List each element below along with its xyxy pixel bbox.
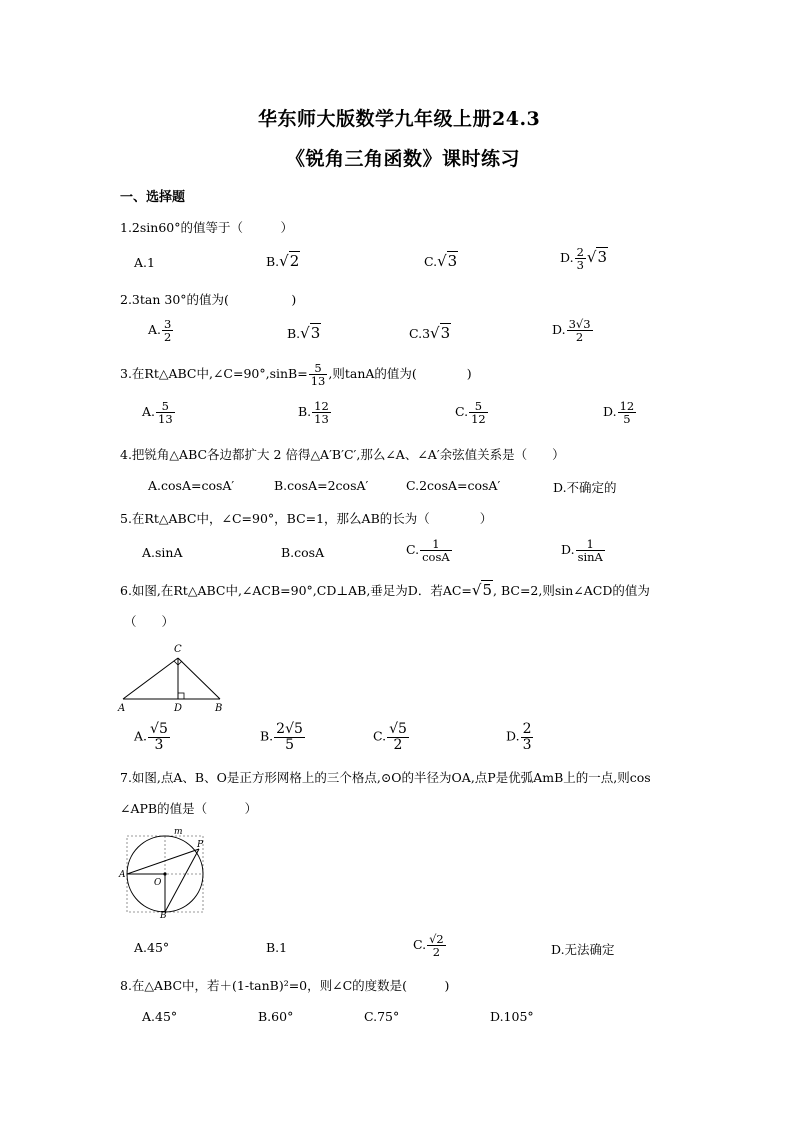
q6-option-b: B. $\frac{2√5}{5}$ bbox=[260, 721, 303, 753]
label-p: P bbox=[197, 840, 204, 850]
q2-option-b: B.√3 bbox=[287, 324, 321, 342]
q5-option-c: C. $\frac{1}{\cos A}$ bbox=[406, 537, 450, 565]
side-ac bbox=[123, 658, 178, 699]
q3-option-b: B. $\frac{12}{13}$ bbox=[298, 399, 329, 427]
right-angle-mark-d bbox=[178, 693, 184, 699]
title-line-1: 华东师大版数学九年级上册24.3 bbox=[258, 108, 541, 130]
question-6-answer-paren: （ ） bbox=[124, 614, 175, 629]
q2-option-d: D. $\frac{3√3}{2}$ bbox=[552, 317, 591, 345]
question-6-stem: 6.如图,在Rt△ABC中,∠ACB=90°,CD⊥AB,垂足为D．若AC=√5, BC=2,则sin∠ACD的值为 bbox=[120, 581, 650, 599]
title-line-2: 《锐角三角函数》课时练习 bbox=[286, 148, 521, 170]
label-c: C bbox=[174, 644, 182, 655]
question-1-stem: 1.2sin60°的值等于（ ） bbox=[120, 220, 293, 235]
q3-option-a: A. $\frac{5}{13}$ bbox=[142, 399, 173, 427]
segment-bp bbox=[165, 849, 199, 912]
question-3-stem: 3.在Rt△ABC中,∠C=90°,sinB= $\frac{5}{13}$ ,则tanA的值为( ) bbox=[120, 361, 472, 389]
question-4-stem: 4.把锐角△ABC各边都扩大 2 倍得△A′B′C′,那么∠A、∠A′余弦值关系是（ ） bbox=[120, 447, 565, 462]
q1-option-d: D. $\frac{2}{3}$ √3 bbox=[560, 245, 607, 273]
q1-option-c: C.√3 bbox=[424, 252, 458, 270]
label-a: A bbox=[118, 703, 126, 714]
q5-option-a: A.sinA bbox=[142, 545, 183, 560]
q5-option-d: D. $\frac{1}{\sin A}$ bbox=[561, 537, 603, 565]
q8-option-c: C.75° bbox=[364, 1009, 400, 1024]
q6-option-d: D. $\frac{2}{3}$ bbox=[506, 721, 532, 753]
q7-option-d: D.无法确定 bbox=[551, 942, 615, 957]
q4-option-c: C.2cosA=cosA′ bbox=[406, 478, 501, 493]
q7-option-a: A.45° bbox=[134, 940, 170, 955]
q6-option-a: A. $\frac{√5}{3}$ bbox=[134, 721, 168, 753]
label-o: O bbox=[154, 878, 162, 888]
q6-option-c: C. $\frac{√5}{2}$ bbox=[373, 721, 407, 753]
label-b: B bbox=[160, 911, 167, 918]
label-m: m bbox=[174, 827, 183, 837]
q4-option-d: D.不确定的 bbox=[553, 480, 617, 495]
label-b: B bbox=[215, 703, 223, 714]
q2-option-c: C.3√3 bbox=[409, 324, 451, 342]
label-d: D bbox=[174, 703, 183, 714]
label-a: A bbox=[119, 870, 126, 880]
q2-option-a: A. $\frac{3}{2}$ bbox=[148, 317, 172, 345]
q4-option-a: A.cosA=cosA′ bbox=[148, 478, 235, 493]
circle-grid-figure bbox=[118, 826, 208, 918]
q3-option-d: D. $\frac{12}{5}$ bbox=[603, 399, 635, 427]
right-triangle-figure bbox=[116, 638, 228, 714]
q5-option-b: B.cosA bbox=[281, 545, 325, 560]
section-heading: 一、选择题 bbox=[120, 190, 186, 205]
q8-option-d: D.105° bbox=[490, 1009, 534, 1024]
q8-option-a: A.45° bbox=[142, 1009, 178, 1024]
q4-option-b: B.cosA=2cosA′ bbox=[274, 478, 369, 493]
question-2-stem: 2.3tan 30°的值为( ) bbox=[120, 292, 297, 307]
segment-ap bbox=[127, 849, 199, 874]
question-8-stem: 8.在△ABC中，若＋(1-tanB)²=0，则∠C的度数是( ) bbox=[120, 978, 450, 993]
q1-option-a: A.1 bbox=[134, 255, 155, 270]
q3-option-c: C. $\frac{5}{12}$ bbox=[455, 399, 486, 427]
q1-option-b: B.√2 bbox=[266, 252, 300, 270]
question-7-stem-line-1: 7.如图,点A、B、O是正方形网格上的三个格点,⊙O的半径为OA,点P是优弧AmB上的一点,则cos bbox=[120, 770, 651, 785]
q8-option-b: B.60° bbox=[258, 1009, 294, 1024]
question-5-stem: 5.在Rt△ABC中，∠C=90°，BC=1，那么AB的长为（ ） bbox=[120, 511, 493, 526]
q7-option-b: B.1 bbox=[266, 940, 288, 955]
q7-option-c: C. $\frac{√2}{2}$ bbox=[413, 932, 444, 960]
question-7-stem-line-2: ∠APB的值是（ ） bbox=[120, 801, 258, 816]
